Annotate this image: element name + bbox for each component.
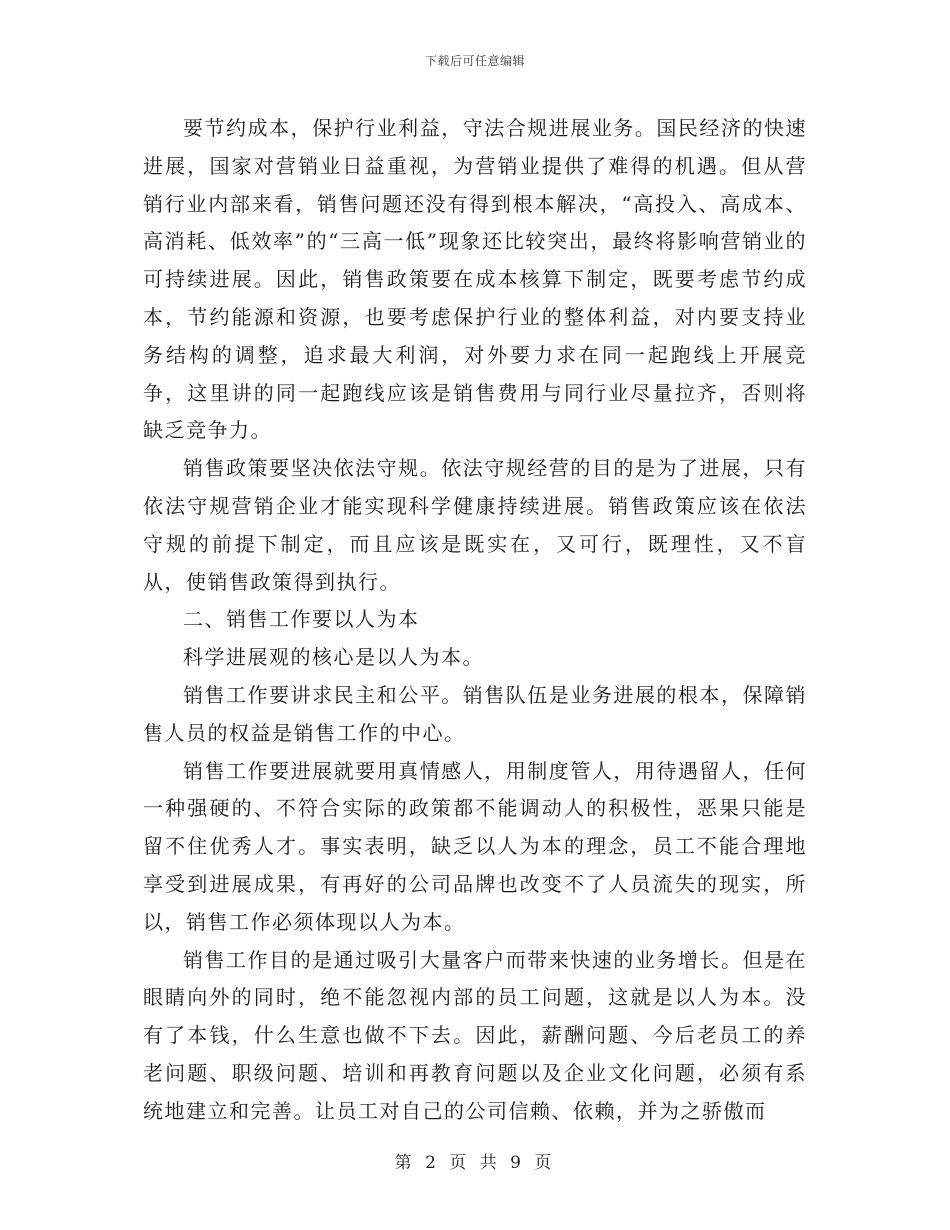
page-header: 下载后可任意编辑 xyxy=(424,54,525,68)
paragraph-cost-saving: 要节约成本，保护行业利益，守法合规进展业务。国民经济的快速进展，国家对营销业日益重视，为营销业提供了难得的机遇。但从营销行业内部来看，销售问题还没有得到根本解决，“高投入、高成本、高消耗、低效率”的“三高一低”现象还比较突出，最终将影响营销业的可持续进展。因此，销售政策要在成本核算下制定，既要考虑节约成本，节约能源和资源，也要考虑保护行业的整体利益，对内要支持业务结构的调整，追求最大利润，对外要力求在同一起跑线上开展竞争，这里讲的同一起跑线应该是销售费用与同行业尽量拉齐，否则将缺乏竞争力。 xyxy=(143,116,807,443)
section-heading-people-oriented: 二、销售工作要以人为本 xyxy=(183,607,420,632)
page-footer: 第 2 页 共 9 页 xyxy=(394,1153,556,1173)
paragraph-core-concept: 科学进展观的核心是以人为本。 xyxy=(183,645,484,670)
paragraph-retain-talent: 销售工作要进展就要用真情感人，用制度管人，用待遇留人，任何一种强硬的、不符合实际的政策都不能调动人的积极性，恶果只能是留不住优秀人才。事实表明，缺乏以人为本的理念，员工不能合理地享受到进展成果，有再好的公司品牌也改变不了人员流失的现实，所以，销售工作必须体现以人为本。 xyxy=(143,758,807,934)
paragraph-employee-issues: 销售工作目的是通过吸引大量客户而带来快速的业务增长。但是在眼睛向外的同时，绝不能忽视内部的员工问题，这就是以人为本。没有了本钱，什么生意也做不下去。因此，薪酬问题、今后老员工的养老问题、职级问题、培训和再教育问题以及企业文化问题，必须有系统地建立和完善。让员工对自己的公司信赖、依赖，并为之骄傲而 xyxy=(143,947,807,1123)
paragraph-democracy-fairness: 销售工作要讲求民主和公平。销售队伍是业务进展的根本，保障销售人员的权益是销售工作的中心。 xyxy=(143,682,807,745)
document-body xyxy=(143,110,807,1131)
paragraph-compliance: 销售政策要坚决依法守规。依法守规经营的目的是为了进展，只有依法守规营销企业才能实现科学健康持续进展。销售政策应该在依法守规的前提下制定，而且应该是既实在，又可行，既理性，又不盲从，使销售政策得到执行。 xyxy=(143,456,807,594)
